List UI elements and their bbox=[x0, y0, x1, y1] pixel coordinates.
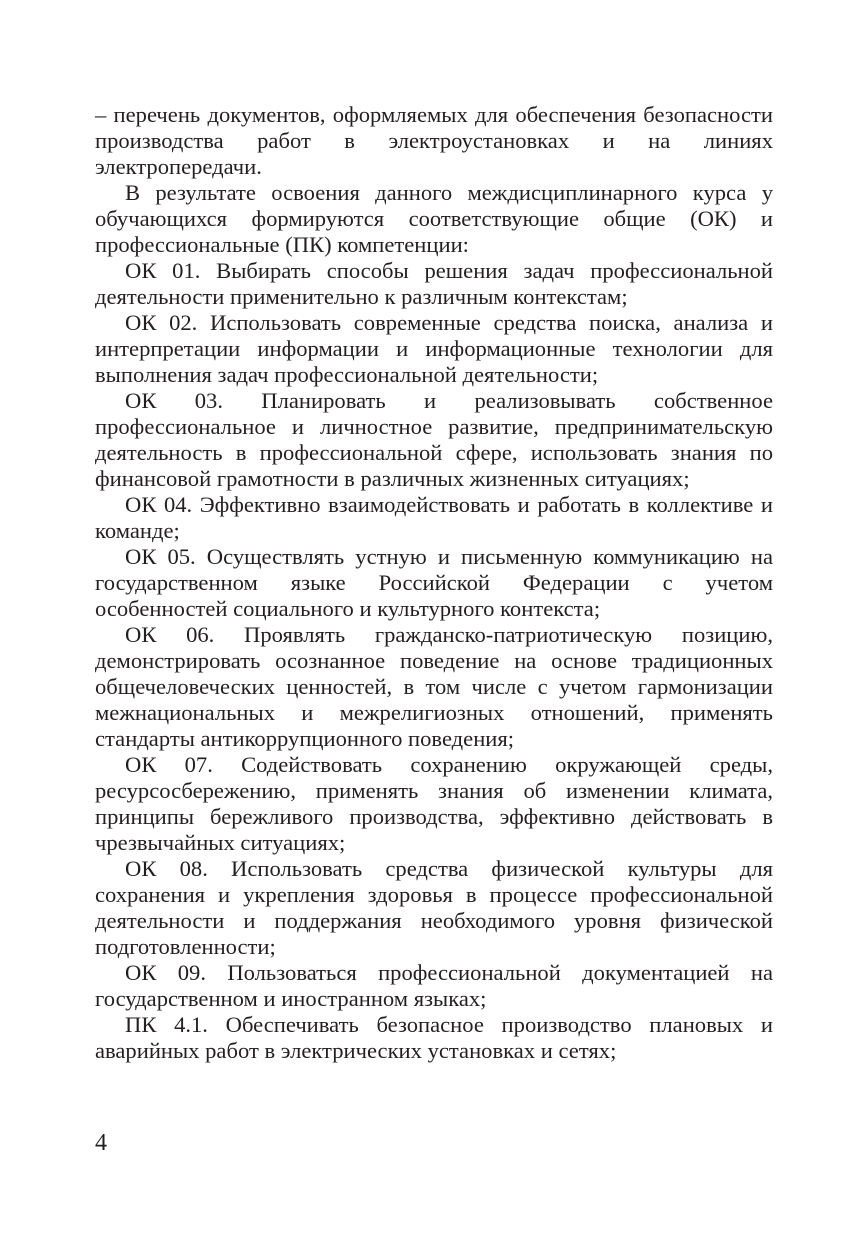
paragraph-ok-03: ОК 03. Планировать и реализовывать собственное профессиональное и личностное развитие, предпринимательскую деятельность в профессиональной сфере, использовать знания по финансовой грамотности в различных жизненных ситуациях; bbox=[95, 388, 773, 491]
paragraph-ok-05: ОК 05. Осуществлять устную и письменную коммуникацию на государственном языке Российской Федерации с учетом особенностей социального и культурного контекста; bbox=[95, 544, 773, 621]
page-body bbox=[95, 102, 773, 1064]
paragraph-ok-09: ОК 09. Пользоваться профессиональной документацией на государственном и иностранном языках; bbox=[95, 960, 773, 1011]
paragraph-ok-07: ОК 07. Содействовать сохранению окружающей среды, ресурсосбережению, применять знания об изменении климата, принципы бережливого производства, эффективно действовать в чрезвычайных ситуациях; bbox=[95, 752, 773, 855]
paragraph-ok-02: ОК 02. Использовать современные средства поиска, анализа и интерпретации информации и информационные технологии для выполнения задач профессиональной деятельности; bbox=[95, 310, 773, 387]
paragraph-ok-08: ОК 08. Использовать средства физической культуры для сохранения и укрепления здоровья в процессе профессиональной деятельности и поддержания необходимого уровня физической подготовленности; bbox=[95, 856, 773, 959]
paragraph-ok-04: ОК 04. Эффективно взаимодействовать и работать в коллективе и команде; bbox=[95, 492, 773, 543]
paragraph-pk-4-1: ПК 4.1. Обеспечивать безопасное производство плановых и аварийных работ в электрических установках и сетях; bbox=[95, 1012, 773, 1063]
paragraph-ok-01: ОК 01. Выбирать способы решения задач профессиональной деятельности применительно к различным контекстам; bbox=[95, 258, 773, 309]
paragraph-ok-06: ОК 06. Проявлять гражданско-патриотическую позицию, демонстрировать осознанное поведение на основе традиционных общечеловеческих ценностей, в том числе с учетом гармонизации межнациональных и межрелигиозных отношений, применять стандарты антикоррупционного поведения; bbox=[95, 622, 773, 751]
paragraph-document-list-item: – перечень документов, оформляемых для обеспечения безопасности производства работ в электроустановках и на линиях электропередачи. bbox=[95, 102, 773, 179]
page-number: 4 bbox=[95, 1130, 107, 1156]
paragraph-competencies-intro: В результате освоения данного междисциплинарного курса у обучающихся формируются соответствующие общие (ОК) и профессиональные (ПК) компетенции: bbox=[95, 180, 773, 257]
